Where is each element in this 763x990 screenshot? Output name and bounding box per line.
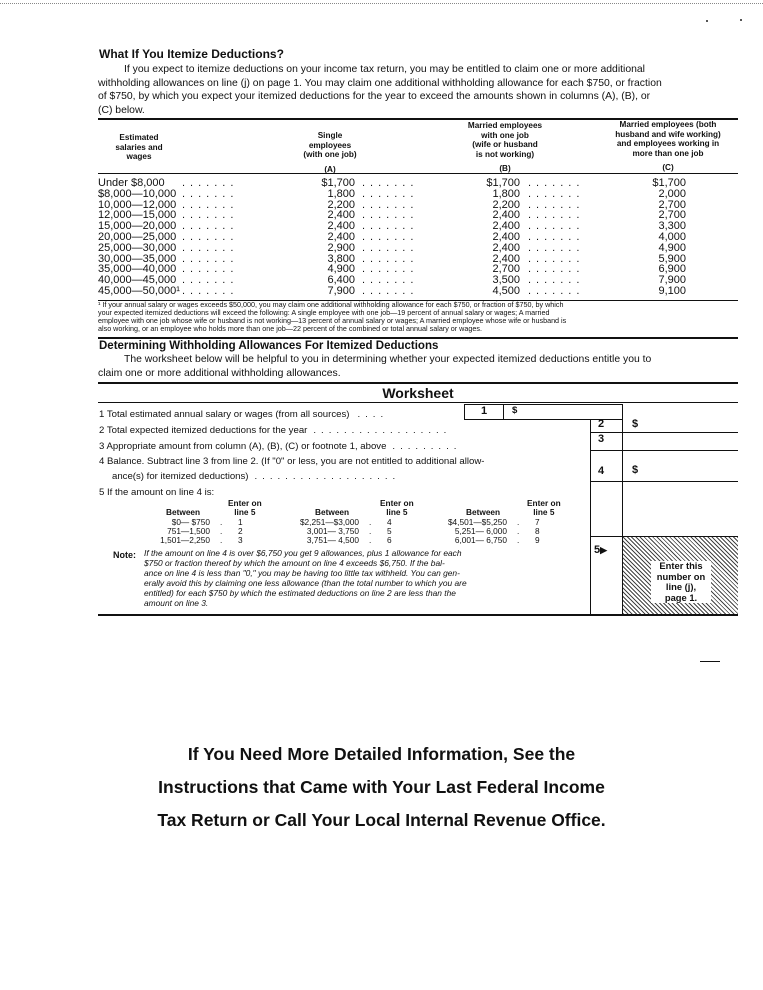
hdr-enter: Enter on [527, 498, 561, 508]
line4-dollar: $ [632, 464, 639, 476]
row-range: 15,000—20,000 [98, 220, 177, 233]
arrow-right-icon: ▶ [600, 545, 608, 555]
col-header-b [450, 121, 560, 174]
header-line: (with one job) [303, 150, 357, 159]
line2-text: 2 Total expected itemized deductions for the year [99, 425, 308, 436]
line4-rule [590, 481, 738, 482]
section2-paragraph [98, 353, 743, 380]
header-line: husband and wife working) [615, 129, 721, 139]
header-line: wages [126, 152, 152, 161]
line5-num: 5 [594, 544, 601, 556]
top-border [0, 3, 763, 4]
section-rule [98, 337, 738, 339]
value-b: 2,400 [492, 209, 520, 222]
line5-number [594, 544, 607, 556]
allowance-count: 9 [535, 534, 540, 545]
table-row [98, 286, 738, 297]
worksheet-bottom-rule [98, 614, 738, 616]
value-b: 1,800 [492, 187, 520, 200]
leader-dots: ....... [528, 252, 585, 265]
line3-label: 3 Appropriate amount from column (A), (B), (C) or footnote 1, above ......... [99, 441, 462, 452]
section2-line: claim one or more additional withholding allowances. [98, 367, 341, 379]
value-c: 2,700 [658, 209, 686, 222]
row-range: 25,000—30,000 [98, 241, 177, 254]
salary-table-body [98, 178, 738, 297]
value-a: 2,400 [327, 220, 355, 233]
row-range: $8,000—10,000 [98, 187, 177, 200]
header-line: (B) [499, 164, 511, 173]
leader-dots: ....... [362, 220, 419, 233]
dot: . [369, 525, 372, 536]
header-line: with one job [481, 130, 529, 140]
leader-dots: ....... [528, 230, 585, 243]
range: $0— $750 [171, 517, 210, 527]
line2-dollar: $ [632, 418, 639, 430]
leader-dots: ....... [182, 274, 239, 287]
hdr-between: Between [166, 507, 201, 517]
footnote-line: ¹ If your annual salary or wages exceeds $50,000, you may claim one additional withholding allowance for each $750, or fraction of $750, by which [98, 300, 564, 309]
leader-dots: ....... [182, 209, 239, 222]
row-range: 35,000—40,000 [98, 263, 177, 276]
allowance-count: 5 [387, 525, 392, 536]
intro-paragraph [98, 63, 738, 117]
table-header-rule [98, 173, 738, 174]
section2-heading: Determining Withholding Allowances For Itemized Deductions [99, 340, 439, 352]
note-line: If the amount on line 4 is over $6,750 you get 9 allowances, plus 1 allowance for each [144, 548, 462, 558]
header-line: Single [317, 131, 343, 140]
bottom-line: Tax Return or Call Your Local Internal Revenue Office. [157, 810, 606, 830]
hdr-line5: line 5 [386, 506, 408, 517]
speck [706, 20, 708, 22]
header-line: (A) [324, 164, 336, 174]
row-range: 12,000—15,000 [98, 209, 177, 222]
value-b: 2,400 [492, 220, 520, 233]
leader-dots: ....... [362, 209, 419, 222]
leader-dots: ....... [182, 230, 239, 243]
value-b: $1,700 [486, 177, 520, 189]
leader-dots: ....... [362, 252, 419, 265]
col-header-c [598, 120, 738, 173]
leader-dots: ....... [362, 274, 419, 287]
row-range: 40,000—45,000 [98, 274, 177, 287]
header-line: is not working) [475, 149, 535, 159]
hdr-line5: line 5 [533, 506, 555, 517]
line4-amount-field[interactable] [622, 450, 738, 480]
section-title: What If You Itemize Deductions? [99, 47, 284, 61]
header-line: and employees working in [616, 139, 720, 148]
dot: . [517, 534, 520, 545]
worksheet-top-rule [98, 382, 738, 384]
line3-number: 3 [598, 433, 605, 445]
leader-dots: ....... [528, 177, 585, 189]
row-range: 20,000—25,000 [98, 230, 177, 243]
leader-dots: ....... [182, 241, 239, 254]
section2-line: The worksheet below will be helpful to you in determining whether your expected itemized deductions entitle you to [124, 354, 652, 365]
bottom-message [0, 738, 763, 837]
table-row [98, 189, 738, 200]
value-b: 3,500 [492, 274, 520, 287]
header-line: (C) [662, 163, 674, 172]
short-dash [700, 661, 720, 662]
value-b: 2,700 [492, 263, 520, 276]
line4-number: 4 [598, 465, 605, 477]
header-line: Married employees (both [619, 120, 717, 129]
range: $2,251—$3,000 [299, 517, 359, 527]
leader-dots: ....... [182, 252, 239, 265]
allowance-count: 4 [387, 517, 392, 527]
value-c: 2,000 [658, 187, 686, 200]
note-line: amount on line 3. [144, 598, 209, 608]
group1-rows [142, 518, 282, 544]
hdr-enter: Enter on [228, 498, 262, 508]
value-c: 5,900 [658, 252, 686, 265]
line1-dollar: $ [512, 405, 518, 416]
allowance-count: 7 [535, 517, 540, 527]
allowance-count: 8 [535, 525, 540, 536]
header-line: employees [308, 140, 352, 150]
enter-line: Enter this [659, 560, 703, 571]
bottom-line: Instructions that Came with Your Last Federal Income [158, 777, 605, 797]
leader-dots: ....... [182, 198, 239, 211]
line5-label: 5 If the amount on line 4 is: [99, 487, 215, 498]
intro-line: of $750, by which you expect your itemized deductions for the year to exceed the amounts shown in columns (A), (B), or [98, 91, 651, 102]
table-footnote [98, 301, 743, 333]
allowance-count: 2 [238, 525, 243, 536]
num-column-left [590, 419, 591, 614]
footnote-line: your expected itemized deductions will exceed the following: A single employee with one job—19 percent of annual salary or wages; A married [98, 308, 550, 318]
value-a: 3,800 [327, 252, 355, 265]
leader-dots: ....... [362, 241, 419, 254]
leader-dots: ....... [362, 263, 419, 276]
value-b: 2,400 [492, 252, 520, 265]
table-row [98, 243, 738, 254]
value-a: 4,900 [327, 263, 355, 276]
line3-text: 3 Appropriate amount from column (A), (B), (C) or footnote 1, above [99, 441, 387, 452]
dot: . [369, 534, 372, 545]
leader-dots: ....... [528, 209, 585, 222]
leader-dots: ....... [528, 284, 585, 297]
leader-dots: ....... [182, 220, 239, 233]
dot: . [220, 525, 223, 536]
group2-rows [291, 518, 431, 544]
leader-dots: ....... [528, 220, 585, 233]
line2-amount-field[interactable] [622, 432, 738, 450]
value-a: 2,200 [327, 198, 355, 211]
allowance-count: 6 [387, 534, 392, 545]
line4-text: ance(s) for itemized deductions) [112, 471, 249, 482]
enter-line: line (j), [665, 581, 697, 592]
row-range: 10,000—12,000 [98, 198, 177, 211]
line4-label-a: 4 Balance. Subtract line 3 from line 2. (If "0" or less, you are not entitled to additional allow- [99, 456, 485, 467]
value-c: 2,700 [658, 198, 686, 211]
col-header-a [295, 131, 365, 174]
leader-dots: ....... [528, 241, 585, 254]
hdr-between: Between [466, 507, 501, 517]
allowance-count: 1 [238, 517, 243, 527]
note-line: erally avoid this by claiming one less allowance (than the total number to which you are [144, 578, 467, 588]
value-b: 4,500 [492, 284, 520, 297]
note-line: entitled) for each $750 by which the estimated deductions on line 2 are less than the [144, 588, 456, 598]
value-c: 3,300 [658, 220, 686, 233]
value-a: 2,900 [327, 241, 355, 254]
note-line: $750 or fraction thereof by which the amount on line 4 exceeds $6,750. If the bal- [144, 558, 445, 568]
bottom-line: If You Need More Detailed Information, See the [187, 744, 576, 764]
range: 3,001— 3,750 [306, 525, 359, 536]
allowance-row [291, 536, 431, 545]
value-c: 4,900 [658, 241, 686, 254]
dot: . [220, 517, 223, 527]
header-line: more than one job [632, 148, 704, 158]
value-b: 2,400 [492, 241, 520, 254]
line1-label: 1 Total estimated annual salary or wages (from all sources) .... [99, 409, 389, 420]
value-a: 6,400 [327, 274, 355, 287]
hdr-line5: line 5 [234, 506, 256, 517]
range: 5,251— 6,000 [454, 525, 507, 536]
leader-dots: ....... [362, 177, 419, 189]
dot: . [517, 525, 520, 536]
note-line: ance on line 4 is less than "0," you may be having too little tax withheld. You can gen- [144, 568, 460, 578]
leader-dots: ....... [182, 177, 239, 189]
note-label: Note: [113, 550, 136, 560]
value-c: $1,700 [652, 177, 686, 189]
intro-line: withholding allowances on line (j) on page 1. You may claim one additional withholding allowance for each $750, or fraction [98, 77, 662, 89]
value-c: 4,000 [658, 230, 686, 243]
line4-label-b: ance(s) for itemized deductions) ................... [112, 471, 401, 482]
allowance-row [142, 518, 282, 527]
hdr-enter: Enter on [380, 498, 414, 508]
value-a: $1,700 [321, 177, 355, 189]
header-line: Married employees [467, 121, 543, 130]
speck [740, 19, 742, 21]
line2-number: 2 [598, 418, 605, 430]
row-range: 45,000—50,000¹ [98, 284, 180, 297]
enter-line: number on [656, 570, 706, 582]
dot: . [517, 517, 520, 527]
value-a: 2,400 [327, 230, 355, 243]
dot: . [220, 534, 223, 545]
leader-dots: ....... [182, 263, 239, 276]
range: $4,501—$5,250 [447, 517, 507, 527]
allowance-row [439, 536, 579, 545]
range: 751—1,500 [167, 525, 210, 536]
header-line: salaries and [115, 142, 163, 152]
value-a: 2,400 [327, 209, 355, 222]
worksheet-title-rule [98, 402, 738, 403]
leader-dots: ....... [182, 187, 239, 200]
leader-dots: ....... [528, 263, 585, 276]
value-c: 6,900 [658, 263, 686, 276]
value-c: 9,100 [658, 284, 686, 297]
enter-box-label [651, 561, 711, 603]
header-line: Estimated [119, 133, 159, 142]
leader-dots: ....... [182, 284, 239, 297]
footnote-line: also working, or an employee who holds more than one job—22 percent of the combined or total annual salary or wages. [98, 324, 482, 334]
row-range: 30,000—35,000 [98, 252, 177, 265]
leader-dots: ....... [362, 230, 419, 243]
range: 6,001— 6,750 [454, 534, 507, 545]
range: 1,501—2,250 [160, 534, 210, 545]
value-b: 2,200 [492, 198, 520, 211]
row-range: Under $8,000 [98, 177, 165, 189]
value-a: 1,800 [327, 187, 355, 200]
leader-dots: ....... [362, 284, 419, 297]
leader-dots: ....... [528, 274, 585, 287]
header-line: (wife or husband [472, 140, 538, 149]
line2-label: 2 Total expected itemized deductions for the year .................. [99, 425, 452, 436]
leader-dots: ....... [362, 187, 419, 200]
hdr-between: Between [315, 507, 350, 517]
group3-rows [439, 518, 579, 544]
range: 3,751— 4,500 [306, 534, 359, 545]
intro-line: (C) below. [98, 104, 145, 116]
value-c: 7,900 [658, 274, 686, 287]
footnote-line: employee with one job whose wife or husband is not working—13 percent of annual salary or wages; A married employee whose wife or husband is [98, 316, 567, 326]
line1-number-box: 1 [464, 404, 504, 420]
dot: . [369, 517, 372, 527]
worksheet-title: Worksheet [382, 385, 454, 401]
allowance-count: 3 [238, 534, 243, 545]
leader-dots: ....... [528, 198, 585, 211]
enter-line: page 1. [664, 591, 698, 603]
intro-line: If you expect to itemize deductions on your income tax return, you may be entitled to claim one or more additional [124, 64, 645, 75]
leader-dots: ....... [362, 198, 419, 211]
col-header-salary [104, 133, 174, 162]
value-a: 7,900 [327, 284, 355, 297]
leader-dots: ....... [528, 187, 585, 200]
allowance-row [142, 536, 282, 545]
note-text [144, 548, 584, 608]
value-b: 2,400 [492, 230, 520, 243]
line1-text: 1 Total estimated annual salary or wages (from all sources) [99, 409, 350, 420]
